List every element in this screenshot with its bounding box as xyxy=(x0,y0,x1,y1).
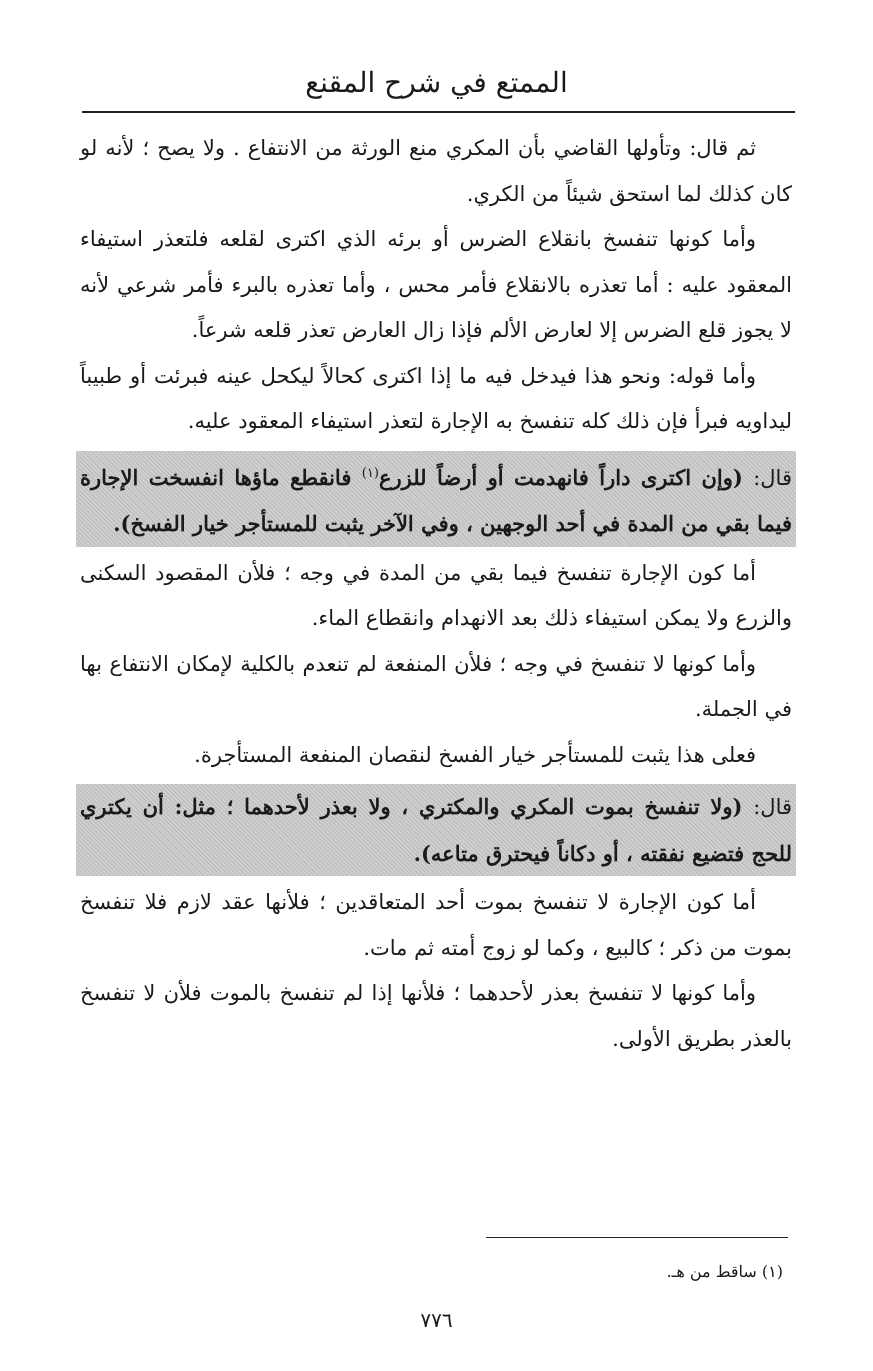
matn-part: (وإن اكترى داراً فانهدمت أو أرضاً للزرع xyxy=(378,464,743,490)
page-number: ٧٧٦ xyxy=(420,1308,453,1332)
paragraph: وأما كونها لا تنفسخ بعذر لأحدهما ؛ فلأنها إذا لم تنفسخ بالموت فلأن لا تنفسخ بالعذر بطريق الأولى. xyxy=(80,981,792,1051)
matn-block-2 xyxy=(76,784,796,876)
page-body xyxy=(80,126,792,1062)
paragraph: فعلى هذا يثبت للمستأجر خيار الفسخ لنقصان المنفعة المستأجرة. xyxy=(194,742,756,767)
paragraph: ثم قال: وتأولها القاضي بأن المكري منع الورثة من الانتفاع . ولا يصح ؛ لأنه لو كان كذلك لما استحق شيئاً من الكري. xyxy=(80,136,792,206)
header-divider xyxy=(82,111,795,113)
running-header-title: الممتع في شرح المقنع xyxy=(305,66,568,99)
qal-label: قال: xyxy=(753,795,793,819)
paragraph: أما كون الإجارة تنفسخ فيما بقي من المدة في وجه ؛ فلأن المقصود السكنى والزرع ولا يمكن استيفاء ذلك بعد الانهدام وانقطاع الماء. xyxy=(80,560,792,630)
matn-part: (ولا تنفسخ بموت المكري والمكتري ، ولا بعذر لأحدهما ؛ مثل: أن يكتري للحج فتضيع نفقته ، أو دكاناً فيحترق متاعه). xyxy=(80,794,792,866)
matn-block-1 xyxy=(76,451,796,547)
matn-part: فانقطع ماؤها انفسخت الإجارة فيما بقي من المدة في أحد الوجهين ، وفي الآخر يثبت للمستأجر خيار الفسخ). xyxy=(80,464,792,536)
footnote: (١) ساقط من هـ. xyxy=(666,1262,783,1281)
matn-text xyxy=(80,784,792,876)
matn-text xyxy=(80,451,792,547)
qal-label: قال: xyxy=(753,465,792,490)
footnote-divider xyxy=(486,1237,788,1238)
footnote-reference: (١) xyxy=(361,465,379,481)
paragraph: أما كون الإجارة لا تنفسخ بموت أحد المتعاقدين ؛ فلأنها عقد لازم فلا تنفسخ بموت من ذكر ؛ كالبيع ، وكما لو زوج أمته ثم مات. xyxy=(80,890,792,960)
paragraph: وأما قوله: ونحو هذا فيدخل فيه ما إذا اكترى كحالاً ليكحل عينه فبرئت أو طبيباً ليداويه فبرأ فإن ذلك كله تنفسخ به الإجارة لتعذر استيفاء المعقود عليه. xyxy=(80,363,792,433)
paragraph: وأما كونها لا تنفسخ في وجه ؛ فلأن المنفعة لم تنعدم بالكلية لإمكان الانتفاع بها في الجملة. xyxy=(80,651,792,721)
paragraph: وأما كونها تنفسخ بانقلاع الضرس أو برئه الذي اكترى لقلعه فلتعذر استيفاء المعقود عليه : أما تعذره بالانقلاع فأمر محس ، وأما تعذره بالبرء فأمر شرعي لأنه لا يجوز قلع الضرس إلا لعارض الألم فإذا زال العارض تعذر قلعه شرعاً. xyxy=(80,227,792,342)
